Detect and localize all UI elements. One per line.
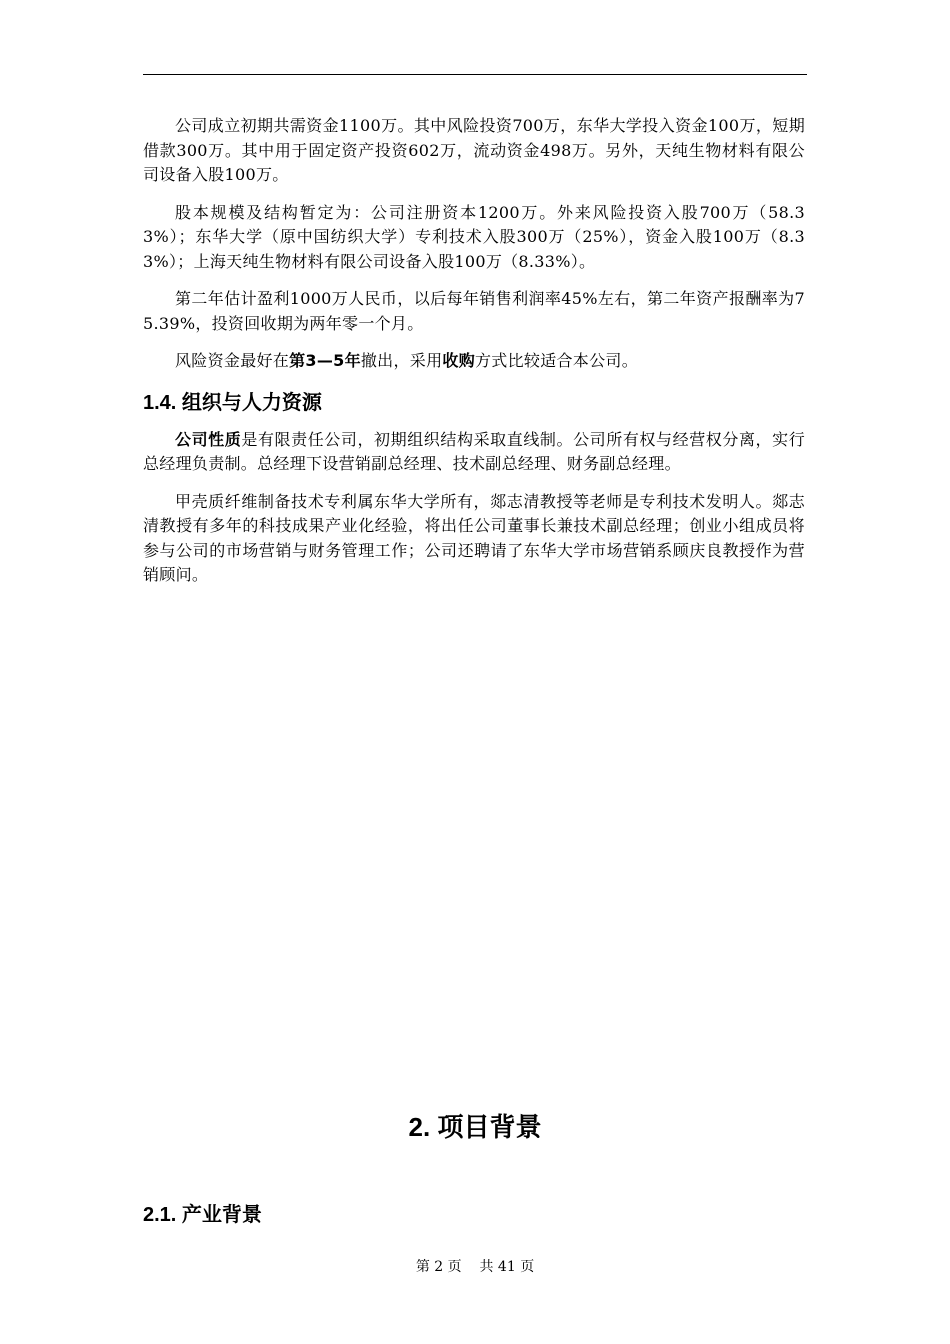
page-footer (0, 1257, 950, 1277)
exit-bold-years: 第3—5年 (289, 351, 361, 370)
page-body (143, 114, 805, 601)
heading-title: 组织与人力资源 (181, 391, 322, 414)
paragraph-profit-forecast: 第二年估计盈利1000万人民币，以后每年销售利润率45%左右，第二年资产报酬率为75.39%，投资回收期为两年零一个月。 (143, 289, 805, 333)
chapter-number: 2. (408, 1112, 431, 1142)
paragraph-exit-strategy (143, 349, 805, 374)
exit-text-2: 撤出，采用 (360, 351, 443, 370)
paragraph-patent-team: 甲壳质纤维制备技术专利属东华大学所有，郯志清教授等老师是专利技术发明人。郯志清教授有多年的科技成果产业化经验，将出任公司董事长兼技术副总经理；创业小组成员将参与公司的市场营销与财务管理工作；公司还聘请了东华大学市场营销系顾庆良教授作为营销顾问。 (143, 491, 805, 584)
header-rule (143, 74, 807, 75)
heading-number: 1.4. (143, 391, 177, 414)
heading-section-2-1 (143, 1202, 262, 1228)
exit-text-3: 方式比较适合本公司。 (475, 351, 639, 370)
section-2-1-title: 产业背景 (181, 1204, 262, 1226)
footer-total-prefix: 共 (479, 1259, 494, 1275)
company-nature-bold: 公司性质 (175, 429, 242, 449)
footer-page-suffix: 页 (447, 1259, 462, 1275)
paragraph-equity-structure: 股本规模及结构暂定为：公司注册资本1200万。外来风险投资入股700万（58.33%）；东华大学（原中国纺织大学）专利技术入股300万（25%），资金入股100万（8.33%）；上海天纯生物材料有限公司设备入股100万（8.33%）。 (143, 202, 805, 271)
footer-total-suffix: 页 (520, 1259, 535, 1275)
paragraph-funding: 公司成立初期共需资金1100万。其中风险投资700万，东华大学投入资金100万，短期借款300万。其中用于固定资产投资602万，流动资金498万。另外，天纯生物材料有限公司设备入股100万。 (143, 116, 805, 184)
chapter-title: 项目背景 (437, 1112, 542, 1142)
exit-bold-method: 收购 (442, 351, 475, 370)
heading-section-1-4 (143, 390, 805, 416)
heading-chapter-2 (0, 1110, 950, 1144)
section-2-1-number: 2.1. (143, 1204, 177, 1226)
paragraph-company-nature (143, 428, 805, 477)
footer-total-pages: 41 (497, 1259, 516, 1275)
exit-text-1: 风险资金最好在 (175, 351, 290, 370)
footer-page-number: 2 (434, 1259, 444, 1275)
company-nature-text: 是有限责任公司，初期组织结构采取直线制。公司所有权与经营权分离，实行总经理负责制。总经理下设营销副总经理、技术副总经理、财务副总经理。 (143, 429, 806, 473)
footer-page-prefix: 第 (415, 1259, 430, 1275)
